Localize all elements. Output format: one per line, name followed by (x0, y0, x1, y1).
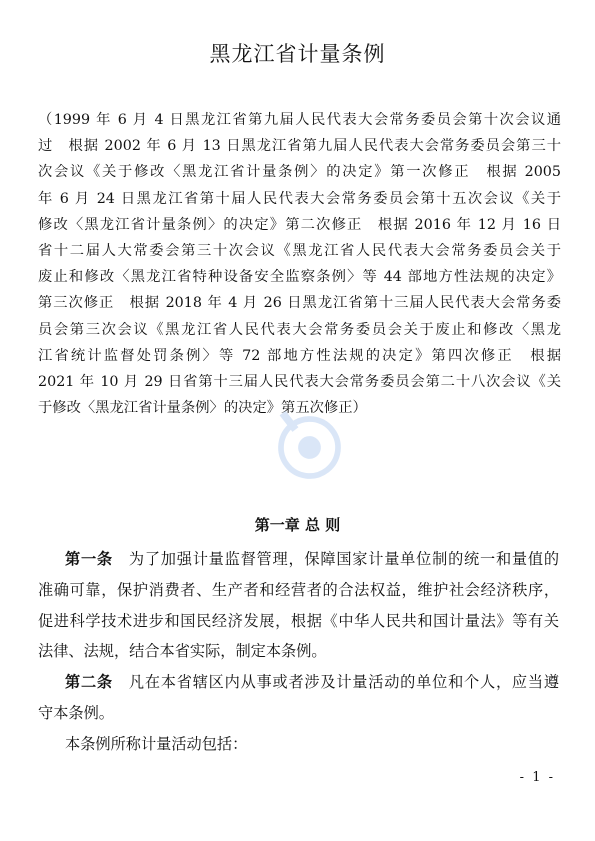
history-line: 于修改〈黑龙江省计量条例〉的决定》第五次修正） (38, 400, 367, 417)
history-line: 年 6 月 24 日黑龙江省第十届人民代表大会常务委员会第十五次会议《关于 (38, 190, 561, 207)
article-2 (38, 667, 559, 729)
history-line: 江省统计监督处罚条例〉等 72 部地方性法规的决定》第四次修正 根据 (38, 347, 561, 364)
history-line: 2021 年 10 月 29 日省第十三届人民代表大会常务委员会第二十八次会议《关 (38, 374, 561, 391)
paragraph-3 (38, 729, 559, 760)
article-text: 为了加强计量监督管理，保障国家计量单位制的统一和量值的 (128, 550, 560, 568)
history-line: 员会第三次会议《黑龙江省人民代表大会常务委员会关于废止和修改〈黑龙 (38, 321, 561, 338)
history-line: （1999 年 6 月 4 日黑龙江省第九届人民代表大会常务委员会第十次会议通 (38, 112, 561, 128)
article-line (38, 667, 559, 698)
article-text: 凡在本省辖区内从事或者涉及计量活动的单位和个人，应当遵 (128, 673, 560, 692)
article-line: 准确可靠，保护消费者、生产者和经营者的合法权益，维护社会经济秩序， (38, 580, 559, 599)
history-line: 第三次修正 根据 2018 年 4 月 26 日黑龙江省第十三届人民代表大会常务委 (38, 295, 561, 312)
article-line (38, 544, 559, 575)
article-line: 守本条例。 (38, 703, 114, 722)
article-label: 第二条 (65, 673, 113, 692)
history-line: 过 根据 2002 年 6 月 13 日黑龙江省第九届人民代表大会常务委员会第三十 (38, 138, 561, 155)
document-title: 黑龙江省计量条例 (209, 42, 386, 66)
history-line: 省十二届人大常委会第三十次会议《黑龙江省人民代表大会常务委员会关于 (38, 243, 561, 260)
page-number: - 1 - (519, 770, 555, 785)
body-text (38, 544, 559, 760)
article-line: 促进科学技术进步和国民经济发展，根据《中华人民共和国计量法》等有关 (38, 611, 559, 630)
history-line: 修改〈黑龙江省计量条例〉的决定》第二次修正 根据 2016 年 12 月 16 日 (38, 216, 561, 233)
history-line: 次会议《关于修改〈黑龙江省计量条例〉的决定》第一次修正 根据 2005 (38, 164, 561, 181)
chapter-heading: 第一章 总 则 (254, 516, 341, 534)
paragraph-line: 本条例所称计量活动包括： (65, 734, 248, 753)
article-1 (38, 544, 559, 667)
article-label: 第一条 (65, 550, 113, 568)
history-line: 废止和修改〈黑龙江省特种设备安全监察条例〉等 44 部地方性法规的决定》 (38, 269, 561, 286)
article-line: 法律、法规，结合本省实际，制定本条例。 (38, 642, 327, 661)
legislative-history (38, 107, 561, 421)
